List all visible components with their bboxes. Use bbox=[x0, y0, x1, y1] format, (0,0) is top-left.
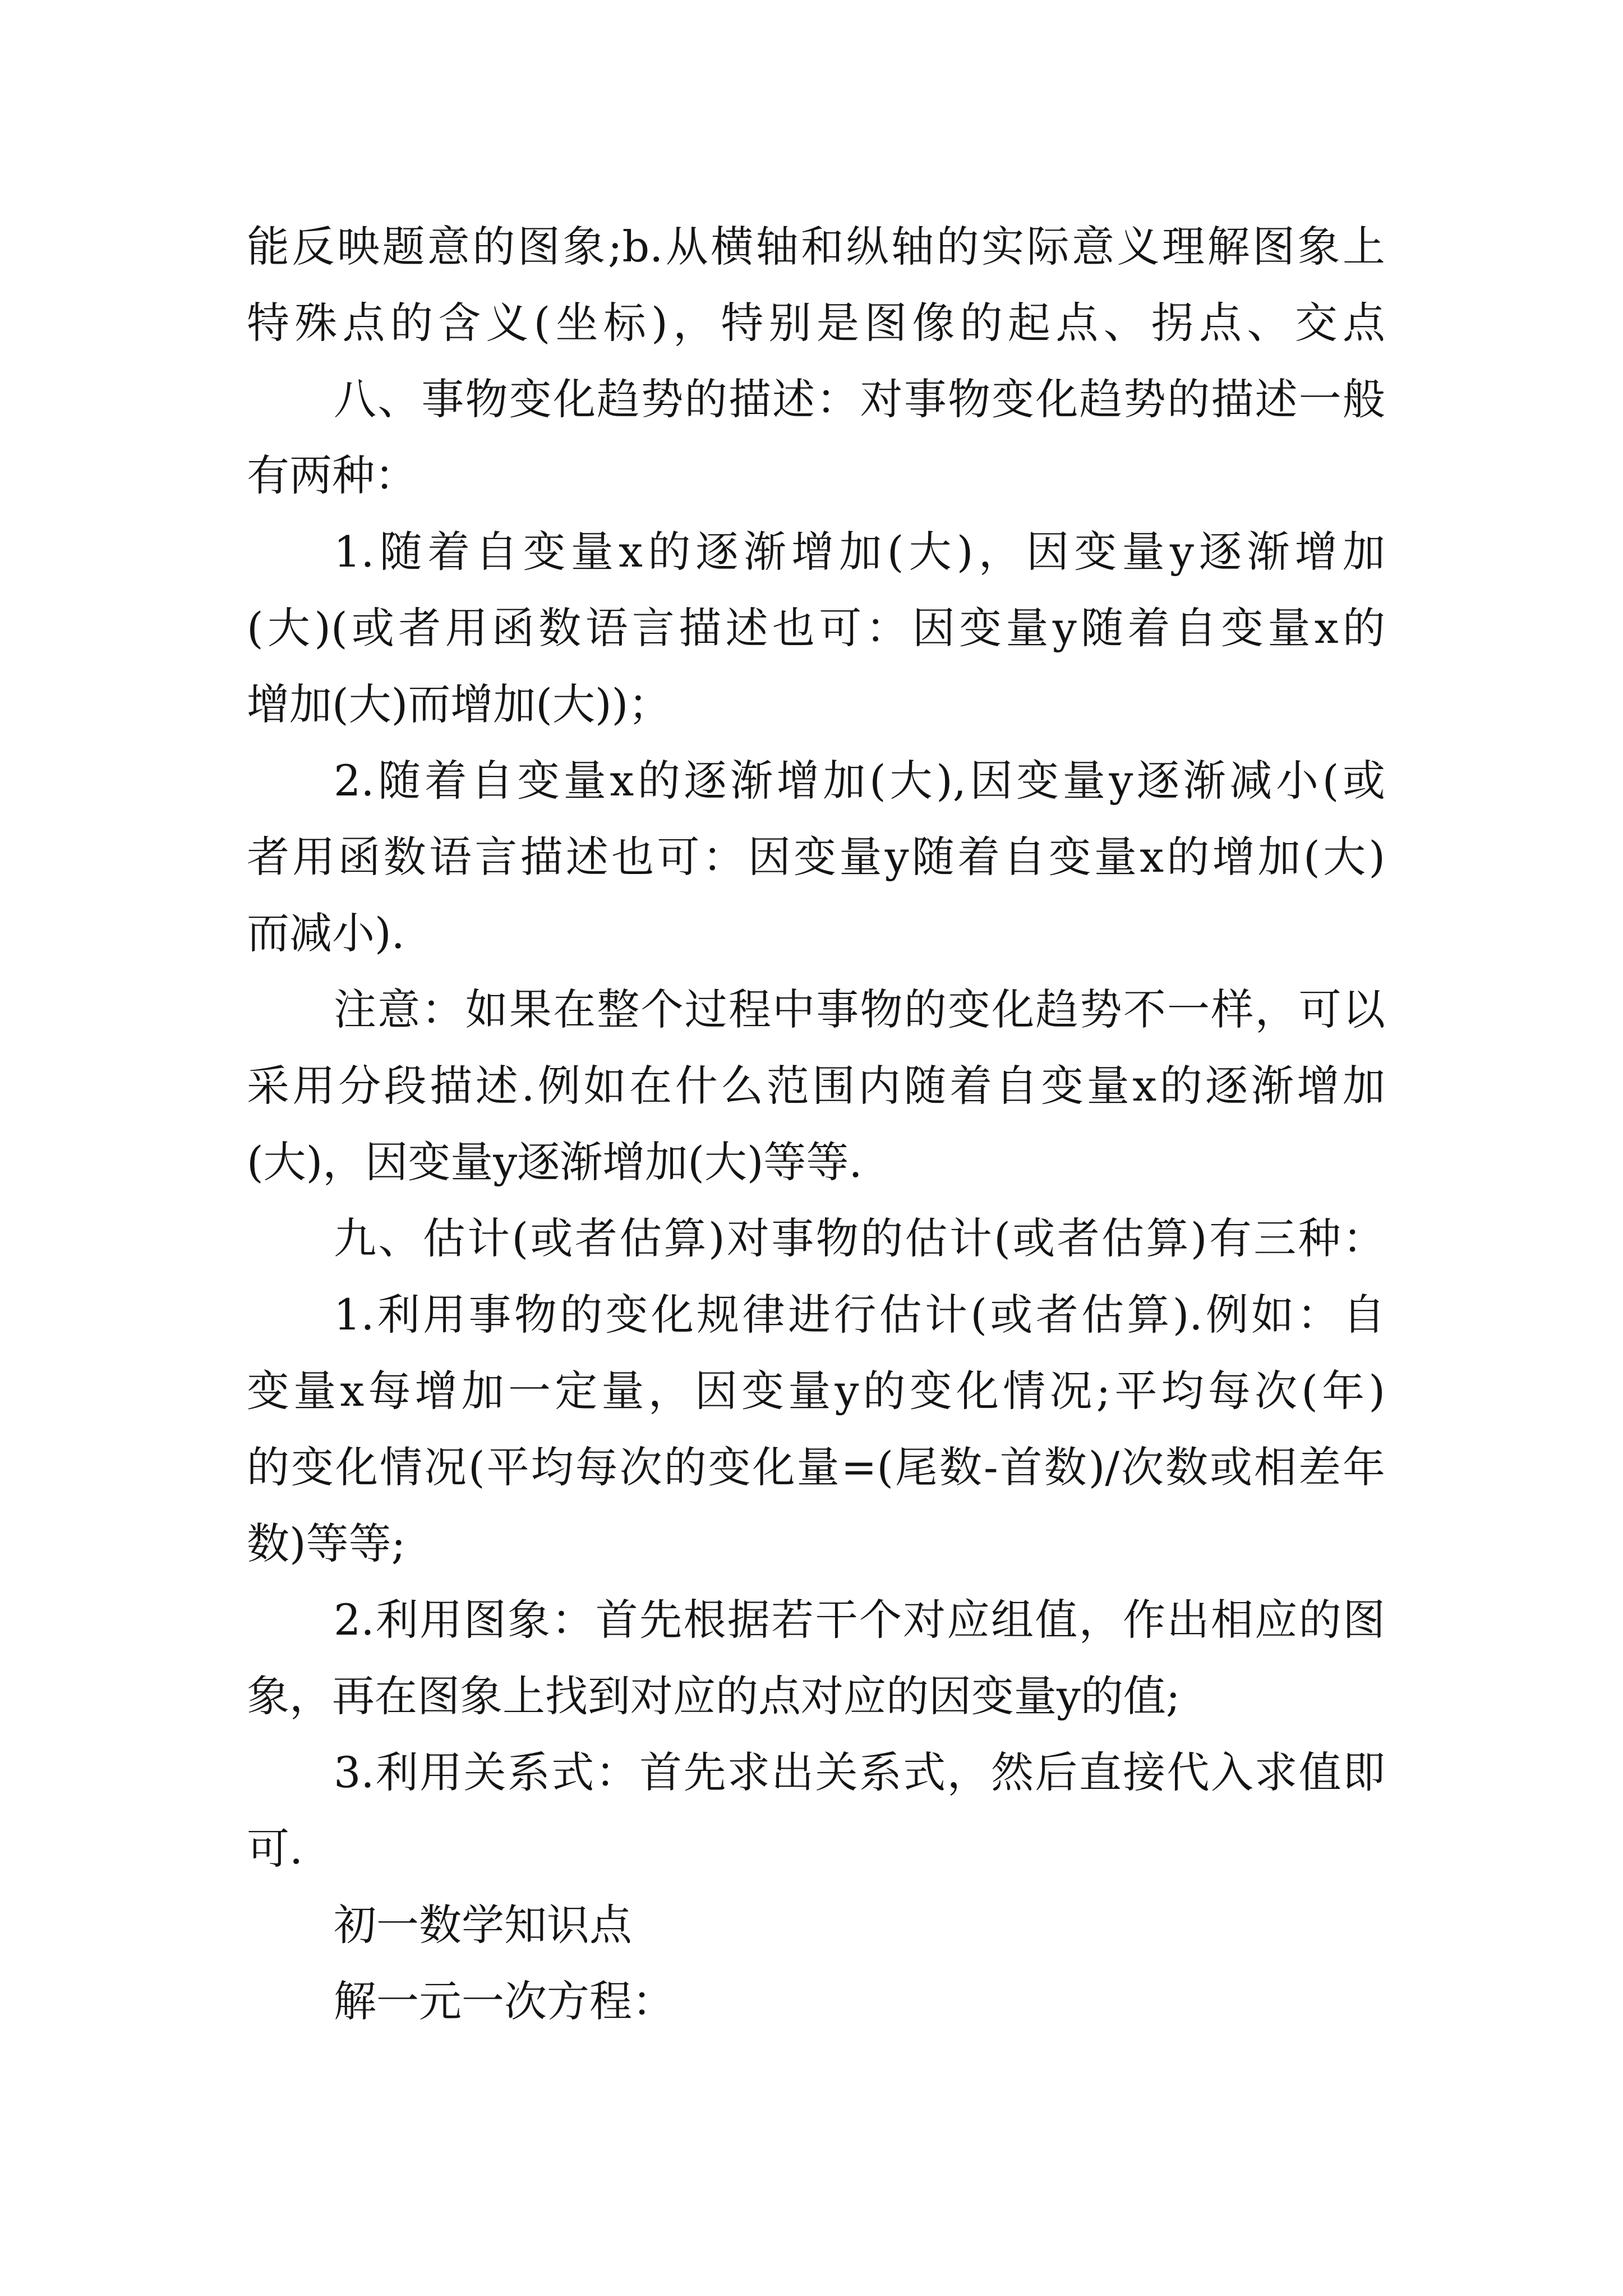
text-line: 变量x每增加一定量，因变量y的变化情况;平均每次(年) bbox=[247, 1366, 1385, 1416]
list-item-2: 2.随着自变量x的逐渐增加(大),因变量y逐渐减小(或 bbox=[334, 756, 1385, 806]
text-line: (大)(或者用函数语言描述也可：因变量y随着自变量x的 bbox=[247, 603, 1385, 653]
text-line: 有两种： bbox=[247, 450, 417, 500]
section-title: 初一数学知识点 bbox=[334, 1900, 632, 1950]
document-body bbox=[247, 209, 1385, 2040]
section-heading-9: 九、估计(或者估算)对事物的估计(或者估算)有三种： bbox=[334, 1213, 1385, 1263]
text-line: 数)等等; bbox=[247, 1519, 406, 1568]
subsection-title: 解一元一次方程： bbox=[334, 1976, 675, 2026]
text-line: 象，再在图象上找到对应的点对应的因变量y的值; bbox=[247, 1671, 1181, 1721]
list-item-1: 1.随着自变量x的逐渐增加(大)，因变量y逐渐增加 bbox=[334, 527, 1385, 577]
note-paragraph: 注意：如果在整个过程中事物的变化趋势不一样，可以 bbox=[334, 984, 1385, 1034]
text-line: 特殊点的含义(坐标)，特别是图像的起点、拐点、交点 bbox=[247, 298, 1385, 348]
text-line: 者用函数语言描述也可：因变量y随着自变量x的增加(大) bbox=[247, 832, 1385, 882]
section-heading-8: 八、事物变化趋势的描述：对事物变化趋势的描述一般 bbox=[334, 374, 1385, 424]
text-line: 增加(大)而增加(大))； bbox=[247, 679, 671, 729]
list-item-3: 3.利用关系式：首先求出关系式，然后直接代入求值即 bbox=[334, 1747, 1385, 1797]
text-line: 而减小). bbox=[247, 908, 405, 958]
list-item-1: 1.利用事物的变化规律进行估计(或者估算).例如：自 bbox=[334, 1290, 1385, 1340]
text-line: 能反映题意的图象;b.从横轴和纵轴的实际意义理解图象上 bbox=[247, 222, 1385, 272]
text-line: 的变化情况(平均每次的变化量=(尾数-首数)/次数或相差年 bbox=[247, 1442, 1385, 1492]
text-line: 可. bbox=[247, 1824, 303, 1874]
text-line: 采用分段描述.例如在什么范围内随着自变量x的逐渐增加 bbox=[247, 1061, 1385, 1111]
list-item-2: 2.利用图象：首先根据若干个对应组值，作出相应的图 bbox=[334, 1595, 1385, 1645]
text-line: (大)，因变量y逐渐增加(大)等等. bbox=[247, 1137, 863, 1187]
